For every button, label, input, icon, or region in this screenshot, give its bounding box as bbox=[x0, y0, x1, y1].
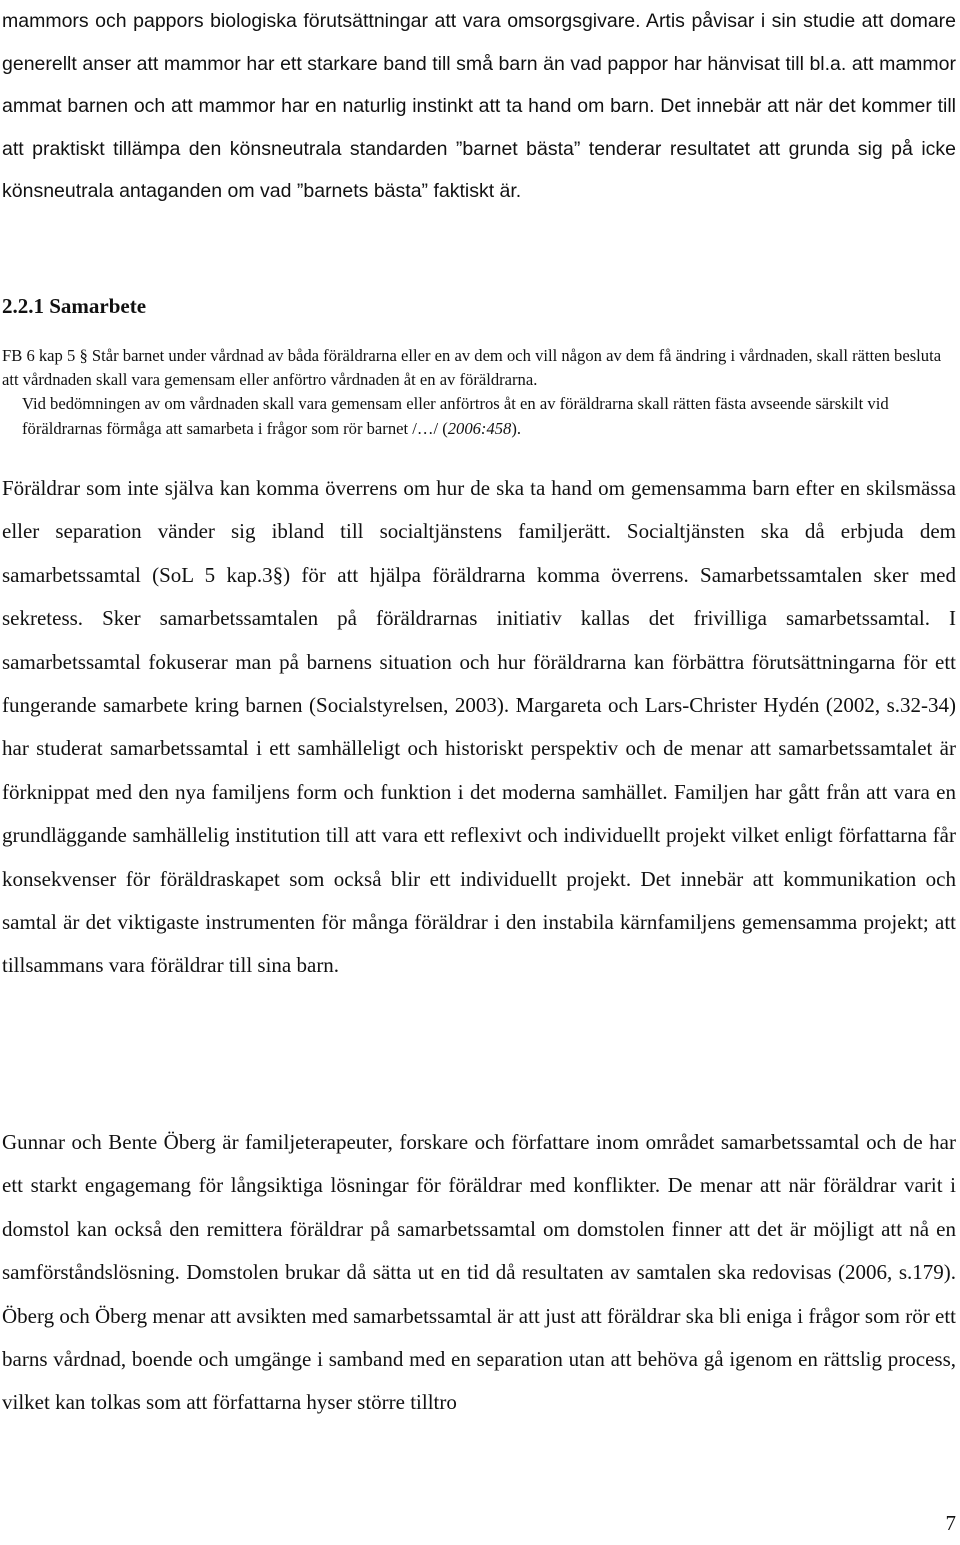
paragraph-intro: mammors och pappors biologiska förutsättningar att vara omsorgsgivare. Artis påvisar i sin studie att domare generellt anser att mammor har ett starkare band till små barn än vad pappor har hänvisat till bl.a. att mammor ammat barnen och att mammor har en naturlig instinkt att ta hand om barn. Det innebär att när det kommer till att praktiskt tillämpa den könsneutrala standarden ”barnet bästa” tenderar resultatet att grunda sig på icke könsneutrala antaganden om vad ”barnets bästa” faktiskt är. bbox=[2, 10, 956, 202]
law-quote-close: ). bbox=[511, 418, 522, 438]
law-quote-block bbox=[2, 344, 956, 441]
law-quote-paragraph bbox=[2, 392, 956, 440]
section-heading: 2.2.1 Samarbete bbox=[2, 294, 147, 318]
law-quote-text: Vid bedömningen av om vårdnaden skall vara gemensam eller anförtros åt en av föräldrarna skall rätten fästa avseende särskilt vid föräldrarnas förmåga att samarbeta i frågor som rör barnet /…/ ( bbox=[22, 394, 889, 438]
paragraph-oberg: Gunnar och Bente Öberg är familjeterapeuter, forskare och författare inom området samarbetssamtal och de har ett starkt engagemang för långsiktiga lösningar för föräldrar med konflikter. De menar att när föräldrar varit i domstol kan också den remittera föräldrar på samarbetssamtal om domstolen finner att det är möjligt att nå en samförståndslösning. Domstolen brukar då sätta ut en tid då resultaten av samtalen ska redovisas (2006, s.179). Öberg och Öberg menar att avsikten med samarbetssamtal är att just att föräldrar ska bli eniga i frågor som rör ett barns vårdnad, boende och umgänge i samband med en separation utan att behöva gå igenom en rättslig process, vilket kan tolkas som att författarna hyser större tilltro bbox=[2, 1130, 956, 1415]
law-quote-line: FB 6 kap 5 § Står barnet under vårdnad av båda föräldrarna eller en av dem och vill någon av dem få ändring i vårdnaden, skall rätten besluta att vårdnaden skall vara gemensam eller anförtro vårdnaden åt en av föräldrarna. bbox=[2, 346, 942, 390]
law-citation: 2006:458 bbox=[447, 418, 512, 438]
paragraph-samarbetssamtal: Föräldrar som inte själva kan komma överrens om hur de ska ta hand om gemensamma barn efter en skilsmässa eller separation vänder sig ibland till socialtjänstens familjerätt. Socialtjänsten ska då erbjuda dem samarbetssamtal (SoL 5 kap.3§) för att hjälpa föräldrarna komma överrens. Samarbetssamtalen sker med sekretess. Sker samarbetssamtalen på föräldrarnas initiativ kallas det frivilliga samarbetssamtal. I samarbetssamtal fokuserar man på barnens situation och hur föräldrarna kan förbättra förutsättningarna för ett fungerande samarbete kring barnen (Socialstyrelsen, 2003). Margareta och Lars-Christer Hydén (2002, s.32-34) har studerat samarbetssamtal i ett samhälleligt och historiskt perspektiv och de menar att samarbetssamtalet är förknippat med den nya familjens form och funktion i det moderna samhället. Familjen har gått från att vara en grundläggande samhällelig institution till att vara ett reflexivt och individuellt projekt vilket enligt författarna får konsekvenser för föräldraskapet som också blir ett individuellt projekt. Det innebär att kommunikation och samtal är det viktigaste instrumenten för många föräldrar i den instabila kärnfamiljens gemensamma projekt; att tillsammans vara föräldrar till sina barn. bbox=[2, 476, 956, 978]
page-number: 7 bbox=[945, 1511, 956, 1535]
